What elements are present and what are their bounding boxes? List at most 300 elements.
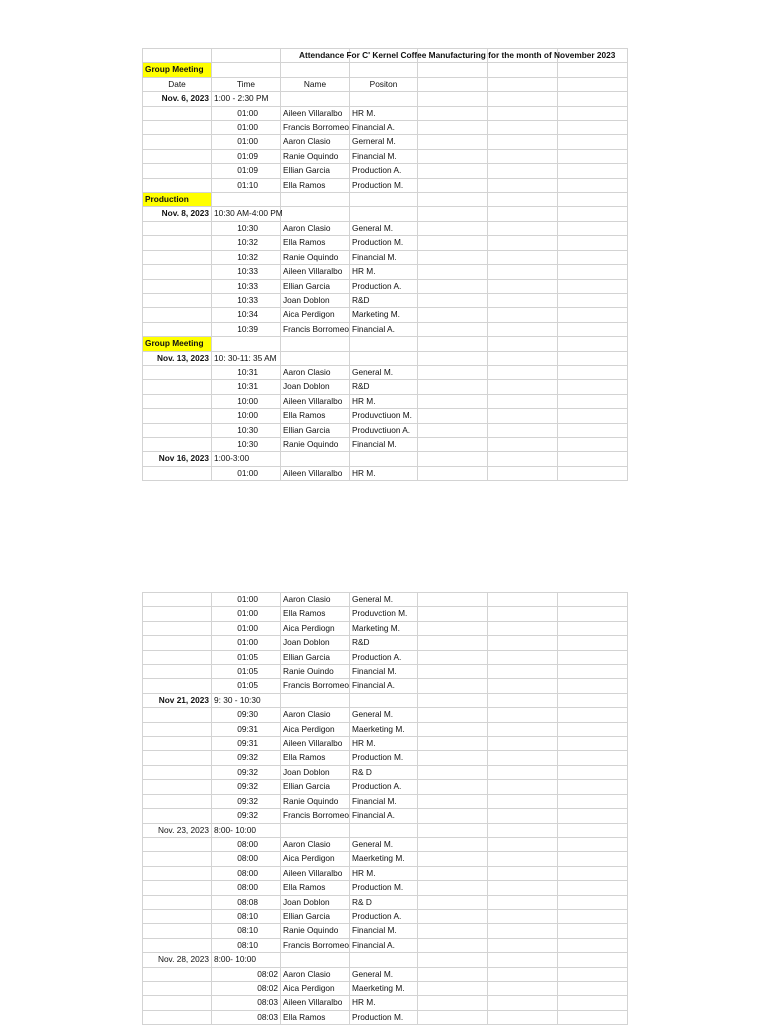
empty-cell (143, 149, 212, 163)
name-cell: Aaron Clasio (281, 593, 350, 607)
time-in-cell: 01:00 (212, 106, 281, 120)
position-cell: Financial M. (350, 794, 418, 808)
time-in-cell: 08:00 (212, 866, 281, 880)
empty-cell (418, 708, 488, 722)
time-in-cell: 01:00 (212, 593, 281, 607)
time-range: 10:30 AM-4:00 PM (212, 207, 281, 221)
empty-cell (143, 722, 212, 736)
attendance-row (143, 996, 628, 1010)
empty-cell (350, 693, 418, 707)
empty-cell (558, 221, 628, 235)
empty-cell (558, 380, 628, 394)
position-cell: Gerneral M. (350, 135, 418, 149)
name-cell: Ella Ramos (281, 178, 350, 192)
position-cell: HR M. (350, 394, 418, 408)
empty-cell (418, 409, 488, 423)
empty-cell (281, 193, 350, 207)
position-cell: Financial A. (350, 809, 418, 823)
empty-cell (143, 650, 212, 664)
time-in-cell: 10:33 (212, 265, 281, 279)
attendance-row (143, 895, 628, 909)
attendance-row (143, 765, 628, 779)
attendance-row (143, 423, 628, 437)
date-row (143, 92, 628, 106)
position-cell: Financial A. (350, 121, 418, 135)
empty-cell (418, 837, 488, 851)
position-cell: Production M. (350, 751, 418, 765)
empty-cell (488, 823, 558, 837)
meeting-date: Nov. 23, 2023 (143, 823, 212, 837)
empty-cell (418, 293, 488, 307)
empty-cell (212, 337, 281, 351)
empty-cell (143, 221, 212, 235)
position-cell: General M. (350, 837, 418, 851)
empty-cell (418, 665, 488, 679)
empty-cell (143, 593, 212, 607)
name-cell: Aileen Villaralbo (281, 265, 350, 279)
empty-cell (418, 924, 488, 938)
attendance-row (143, 106, 628, 120)
position-cell: Production A. (350, 650, 418, 664)
empty-cell (418, 279, 488, 293)
meeting-date: Nov. 6, 2023 (143, 92, 212, 106)
position-cell: Financial M. (350, 149, 418, 163)
time-in-cell: 01:09 (212, 149, 281, 163)
empty-cell (558, 423, 628, 437)
empty-cell (143, 423, 212, 437)
name-cell: Aica Perdigon (281, 981, 350, 995)
empty-cell (488, 693, 558, 707)
empty-cell (418, 63, 488, 77)
time-in-cell: 09:30 (212, 708, 281, 722)
position-cell: Production A. (350, 909, 418, 923)
empty-cell (558, 466, 628, 480)
empty-cell (488, 794, 558, 808)
time-in-cell: 08:00 (212, 837, 281, 851)
date-row (143, 452, 628, 466)
empty-cell (418, 967, 488, 981)
time-in-cell: 10:30 (212, 221, 281, 235)
empty-cell (143, 780, 212, 794)
empty-cell (558, 607, 628, 621)
position-cell: Produvction M. (350, 607, 418, 621)
time-in-cell: 01:05 (212, 650, 281, 664)
section-label: Production (143, 193, 212, 207)
attendance-row (143, 938, 628, 952)
empty-cell (488, 909, 558, 923)
empty-cell (418, 1010, 488, 1024)
attendance-row (143, 708, 628, 722)
position-cell: HR M. (350, 466, 418, 480)
name-cell: Aileen Villaralbo (281, 466, 350, 480)
empty-cell (418, 193, 488, 207)
empty-cell (488, 322, 558, 336)
meeting-date: Nov. 13, 2023 (143, 351, 212, 365)
name-cell: Ranie Oquindo (281, 149, 350, 163)
empty-cell (488, 250, 558, 264)
time-in-cell: 01:05 (212, 665, 281, 679)
empty-cell (350, 823, 418, 837)
empty-cell (418, 437, 488, 451)
time-in-cell: 01:00 (212, 621, 281, 635)
empty-cell (143, 293, 212, 307)
name-cell: Ella Ramos (281, 751, 350, 765)
sheet-title: Attendance For C' Kernel Coffee Manufacturing for the month of November 2023 (281, 49, 350, 63)
empty-cell (488, 308, 558, 322)
empty-cell (558, 650, 628, 664)
header-position: Positon (350, 77, 418, 91)
empty-cell (488, 881, 558, 895)
time-range: 9: 30 - 10:30 (212, 693, 281, 707)
empty-cell (350, 193, 418, 207)
empty-cell (418, 621, 488, 635)
empty-cell (418, 881, 488, 895)
meeting-date: Nov. 28, 2023 (143, 953, 212, 967)
empty-cell (488, 895, 558, 909)
empty-cell (558, 250, 628, 264)
empty-cell (558, 337, 628, 351)
time-in-cell: 08:10 (212, 938, 281, 952)
name-cell: Francis Borromeo (281, 322, 350, 336)
section-label: Group Meeting (143, 337, 212, 351)
time-in-cell: 10:31 (212, 380, 281, 394)
attendance-row (143, 981, 628, 995)
attendance-row (143, 636, 628, 650)
empty-cell (558, 852, 628, 866)
name-cell: Aica Perdiogn (281, 621, 350, 635)
empty-cell (143, 895, 212, 909)
attendance-row (143, 924, 628, 938)
empty-cell (558, 881, 628, 895)
empty-cell (143, 909, 212, 923)
attendance-sheet-page-1 (142, 48, 628, 481)
empty-cell (558, 895, 628, 909)
empty-cell (418, 593, 488, 607)
header-date: Date (143, 77, 212, 91)
empty-cell (558, 351, 628, 365)
section-label-row (143, 193, 628, 207)
position-cell: Production A. (350, 164, 418, 178)
time-in-cell: 09:32 (212, 809, 281, 823)
attendance-row (143, 679, 628, 693)
empty-cell (488, 852, 558, 866)
name-cell: Aileen Villaralbo (281, 737, 350, 751)
name-cell: Aileen Villaralbo (281, 106, 350, 120)
empty-cell (418, 92, 488, 106)
empty-cell (418, 380, 488, 394)
time-range: 1:00-3:00 (212, 452, 281, 466)
time-in-cell: 10:34 (212, 308, 281, 322)
name-cell: Aileen Villaralbo (281, 866, 350, 880)
empty-cell (488, 679, 558, 693)
empty-cell (558, 924, 628, 938)
empty-cell (418, 794, 488, 808)
attendance-row (143, 121, 628, 135)
empty-cell (488, 207, 558, 221)
empty-cell (488, 466, 558, 480)
time-in-cell: 01:09 (212, 164, 281, 178)
empty-cell (488, 967, 558, 981)
section-label-row (143, 337, 628, 351)
name-cell: Francis Borromeo (281, 938, 350, 952)
empty-cell (350, 63, 418, 77)
position-cell: Financial M. (350, 665, 418, 679)
empty-cell (558, 765, 628, 779)
name-cell: Aaron Clasio (281, 708, 350, 722)
attendance-row (143, 650, 628, 664)
name-cell: Ellian Garcia (281, 164, 350, 178)
header-name: Name (281, 77, 350, 91)
time-in-cell: 09:32 (212, 751, 281, 765)
empty-cell (143, 665, 212, 679)
empty-cell (143, 308, 212, 322)
empty-cell (350, 207, 418, 221)
attendance-row (143, 1010, 628, 1024)
position-cell: Production M. (350, 178, 418, 192)
title-row (143, 49, 628, 63)
empty-cell (143, 1010, 212, 1024)
name-cell: Ella Ramos (281, 1010, 350, 1024)
attendance-row (143, 236, 628, 250)
empty-cell (488, 737, 558, 751)
empty-cell (143, 164, 212, 178)
empty-cell (281, 452, 350, 466)
attendance-row (143, 308, 628, 322)
time-in-cell: 08:02 (212, 967, 281, 981)
position-cell: Maerketing M. (350, 722, 418, 736)
name-cell: Ranie Oquindo (281, 924, 350, 938)
empty-cell (143, 852, 212, 866)
attendance-row (143, 380, 628, 394)
position-cell: Financial A. (350, 679, 418, 693)
empty-cell (558, 809, 628, 823)
empty-cell (350, 92, 418, 106)
empty-cell (418, 337, 488, 351)
empty-cell (143, 279, 212, 293)
time-in-cell: 08:03 (212, 996, 281, 1010)
time-in-cell: 08:00 (212, 852, 281, 866)
empty-cell (488, 394, 558, 408)
empty-cell (418, 77, 488, 91)
attendance-row (143, 722, 628, 736)
name-cell: Francis Borromeo (281, 679, 350, 693)
time-in-cell: 09:32 (212, 765, 281, 779)
name-cell: Joan Doblon (281, 380, 350, 394)
empty-cell (558, 981, 628, 995)
date-row (143, 823, 628, 837)
meeting-date: Nov 21, 2023 (143, 693, 212, 707)
attendance-row (143, 365, 628, 379)
time-in-cell: 10:33 (212, 293, 281, 307)
empty-cell (558, 909, 628, 923)
empty-cell (350, 337, 418, 351)
empty-cell (418, 394, 488, 408)
time-in-cell: 01:00 (212, 607, 281, 621)
empty-cell (488, 365, 558, 379)
meeting-date: Nov 16, 2023 (143, 452, 212, 466)
time-in-cell: 10:39 (212, 322, 281, 336)
position-cell: Financial M. (350, 437, 418, 451)
empty-cell (558, 322, 628, 336)
time-in-cell: 08:03 (212, 1010, 281, 1024)
attendance-row (143, 221, 628, 235)
attendance-row (143, 665, 628, 679)
empty-cell (488, 63, 558, 77)
empty-cell (212, 63, 281, 77)
empty-cell (418, 322, 488, 336)
position-cell: Production M. (350, 236, 418, 250)
position-cell: R& D (350, 765, 418, 779)
empty-cell (558, 92, 628, 106)
empty-cell (143, 466, 212, 480)
empty-cell (418, 909, 488, 923)
empty-cell (558, 409, 628, 423)
empty-cell (488, 650, 558, 664)
empty-cell (558, 1010, 628, 1024)
empty-cell (143, 794, 212, 808)
empty-cell (558, 794, 628, 808)
empty-cell (558, 938, 628, 952)
name-cell: Ellian Garcia (281, 423, 350, 437)
date-row (143, 953, 628, 967)
name-cell: Joan Doblon (281, 765, 350, 779)
empty-cell (418, 679, 488, 693)
attendance-row (143, 409, 628, 423)
empty-cell (418, 452, 488, 466)
empty-cell (418, 250, 488, 264)
empty-cell (143, 437, 212, 451)
position-cell: Production A. (350, 780, 418, 794)
time-range: 10: 30-11: 35 AM (212, 351, 281, 365)
empty-cell (488, 924, 558, 938)
name-cell: Ranie Ouindo (281, 665, 350, 679)
time-in-cell: 01:05 (212, 679, 281, 693)
empty-cell (558, 236, 628, 250)
empty-cell (143, 751, 212, 765)
position-cell: Financial M. (350, 250, 418, 264)
empty-cell (418, 866, 488, 880)
attendance-row (143, 837, 628, 851)
empty-cell (418, 221, 488, 235)
name-cell: Aaron Clasio (281, 837, 350, 851)
empty-cell (418, 809, 488, 823)
name-cell: Aica Perdigon (281, 722, 350, 736)
empty-cell (488, 135, 558, 149)
empty-cell (143, 607, 212, 621)
time-in-cell: 10:00 (212, 409, 281, 423)
meeting-date: Nov. 8, 2023 (143, 207, 212, 221)
empty-cell (418, 996, 488, 1010)
position-cell: HR M. (350, 737, 418, 751)
empty-cell (488, 809, 558, 823)
empty-cell (143, 409, 212, 423)
empty-cell (488, 279, 558, 293)
empty-cell (488, 337, 558, 351)
empty-cell (143, 621, 212, 635)
position-cell: HR M. (350, 265, 418, 279)
empty-cell (558, 996, 628, 1010)
empty-cell (418, 308, 488, 322)
attendance-row (143, 293, 628, 307)
attendance-row (143, 322, 628, 336)
time-in-cell: 09:31 (212, 722, 281, 736)
empty-cell (558, 737, 628, 751)
empty-cell (143, 250, 212, 264)
empty-cell (488, 722, 558, 736)
empty-cell (418, 423, 488, 437)
attendance-row (143, 881, 628, 895)
attendance-row (143, 866, 628, 880)
empty-cell (143, 106, 212, 120)
empty-cell (143, 265, 212, 279)
position-cell: HR M. (350, 996, 418, 1010)
empty-cell (488, 293, 558, 307)
empty-cell (558, 967, 628, 981)
name-cell: Joan Doblon (281, 895, 350, 909)
empty-cell (488, 106, 558, 120)
time-in-cell: 09:32 (212, 780, 281, 794)
attendance-row (143, 794, 628, 808)
time-in-cell: 10:32 (212, 236, 281, 250)
empty-cell (143, 938, 212, 952)
time-in-cell: 01:00 (212, 121, 281, 135)
empty-cell (281, 92, 350, 106)
empty-cell (558, 308, 628, 322)
empty-cell (558, 452, 628, 466)
position-cell: General M. (350, 593, 418, 607)
empty-cell (143, 881, 212, 895)
name-cell: Ellian Garcia (281, 780, 350, 794)
empty-cell (558, 193, 628, 207)
empty-cell (418, 607, 488, 621)
time-in-cell: 10:33 (212, 279, 281, 293)
time-range: 1:00 - 2:30 PM (212, 92, 281, 106)
empty-cell (488, 1010, 558, 1024)
empty-cell (418, 737, 488, 751)
attendance-row (143, 437, 628, 451)
empty-cell (418, 938, 488, 952)
empty-cell (558, 207, 628, 221)
empty-cell (488, 866, 558, 880)
time-in-cell: 10:00 (212, 394, 281, 408)
empty-cell (418, 780, 488, 794)
name-cell: Joan Doblon (281, 636, 350, 650)
position-cell: Production M. (350, 1010, 418, 1024)
empty-cell (558, 149, 628, 163)
empty-cell (143, 636, 212, 650)
name-cell: Aaron Clasio (281, 967, 350, 981)
position-cell: General M. (350, 221, 418, 235)
empty-cell (143, 996, 212, 1010)
position-cell: General M. (350, 967, 418, 981)
empty-cell (143, 236, 212, 250)
position-cell: Produvctiuon M. (350, 409, 418, 423)
attendance-row (143, 809, 628, 823)
empty-cell (488, 607, 558, 621)
attendance-row (143, 967, 628, 981)
name-cell: Aica Perdigon (281, 308, 350, 322)
empty-cell (488, 423, 558, 437)
name-cell: Aaron Clasio (281, 221, 350, 235)
empty-cell (418, 953, 488, 967)
empty-cell (418, 164, 488, 178)
time-in-cell: 08:10 (212, 909, 281, 923)
empty-cell (488, 953, 558, 967)
empty-cell (212, 193, 281, 207)
name-cell: Francis Borromeo (281, 809, 350, 823)
empty-cell (143, 135, 212, 149)
empty-cell (488, 751, 558, 765)
